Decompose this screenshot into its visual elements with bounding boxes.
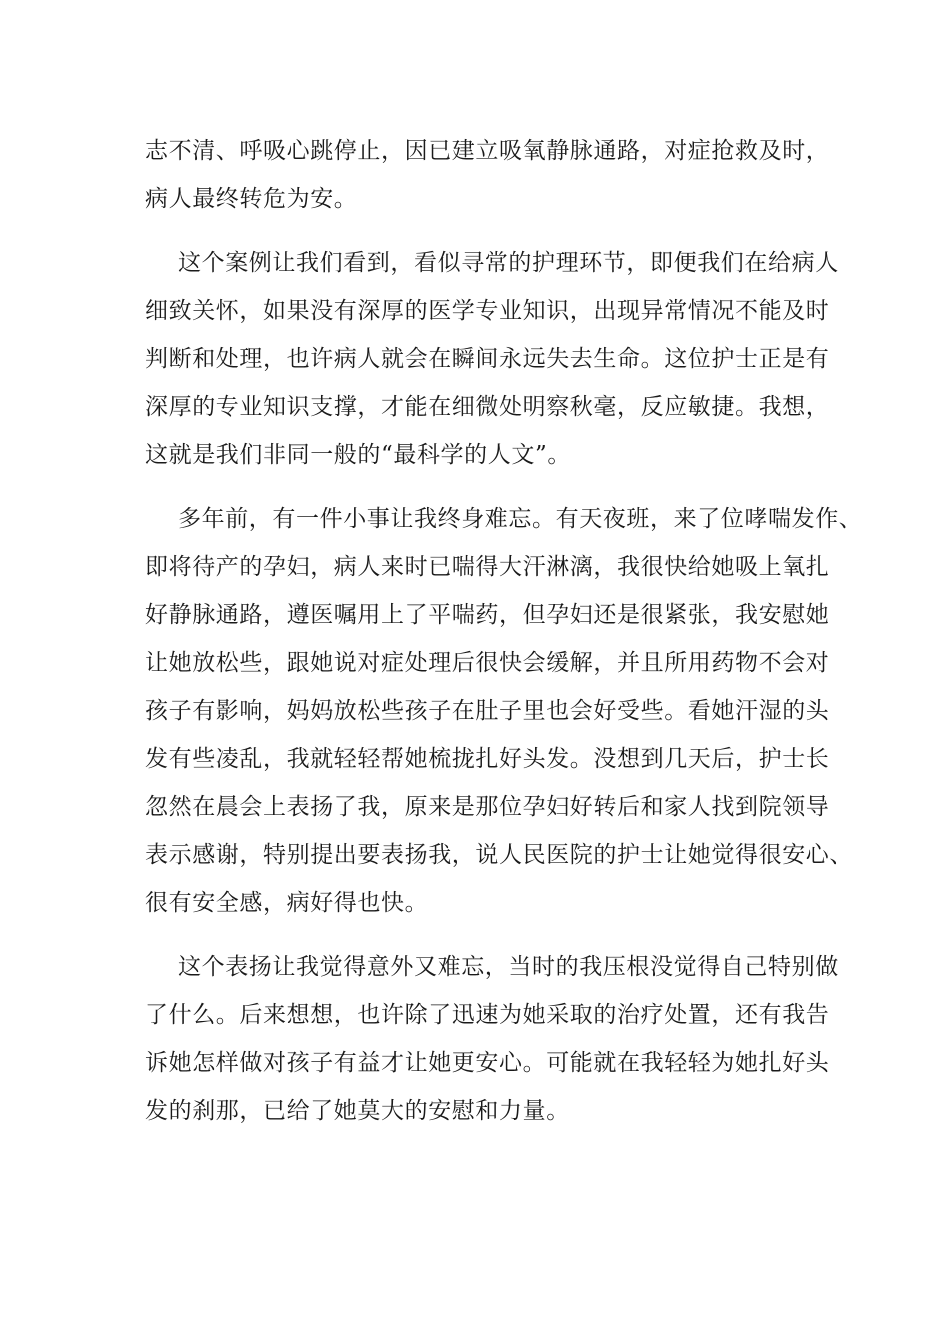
paragraph-4-line-4: 发的刹那，已给了她莫大的安慰和力量。 xyxy=(145,1098,570,1124)
paragraph-4-line-3: 诉她怎样做对孩子有益才让她更安心。可能就在我轻轻为她扎好头 xyxy=(145,1050,830,1076)
paragraph-3-line-5: 孩子有影响，妈妈放松些孩子在肚子里也会好受些。看她汗湿的头 xyxy=(145,698,830,724)
paragraph-3-line-9: 很有安全感，病好得也快。 xyxy=(145,890,429,916)
paragraph-3-line-6: 发有些凌乱，我就轻轻帮她梳拢扎好头发。没想到几天后，护士长 xyxy=(145,746,830,772)
paragraph-3-line-2: 即将待产的孕妇，病人来时已喘得大汗淋漓，我很快给她吸上氧扎 xyxy=(145,554,830,580)
paragraph-2-line-5: 这就是我们非同一般的“最科学的人文”。 xyxy=(145,442,571,468)
paragraph-3-line-3: 好静脉通路，遵医嘱用上了平喘药，但孕妇还是很紧张，我安慰她 xyxy=(145,602,830,628)
paragraph-4-line-2: 了什么。后来想想，也许除了迅速为她采取的治疗处置，还有我告 xyxy=(145,1002,830,1028)
paragraph-3-line-8: 表示感谢，特别提出要表扬我，说人民医院的护士让她觉得很安心、 xyxy=(145,842,853,868)
paragraph-1-line-1: 志不清、呼吸心跳停止，因已建立吸氧静脉通路，对症抢救及时， xyxy=(145,138,830,164)
paragraph-3-line-1: 多年前，有一件小事让我终身难忘。有天夜班，来了位哮喘发作、 xyxy=(178,506,863,532)
paragraph-3-line-4: 让她放松些，跟她说对症处理后很快会缓解，并且所用药物不会对 xyxy=(145,650,830,676)
paragraph-2-line-2: 细致关怀，如果没有深厚的医学专业知识，出现异常情况不能及时 xyxy=(145,298,830,324)
paragraph-1-line-2: 病人最终转危为安。 xyxy=(145,186,358,212)
paragraph-2-line-3: 判断和处理，也许病人就会在瞬间永远失去生命。这位护士正是有 xyxy=(145,346,830,372)
paragraph-4-line-1: 这个表扬让我觉得意外又难忘，当时的我压根没觉得自己特别做 xyxy=(178,954,839,980)
paragraph-2-line-1: 这个案例让我们看到，看似寻常的护理环节，即便我们在给病人 xyxy=(178,250,839,276)
paragraph-2-line-4: 深厚的专业知识支撑，才能在细微处明察秋毫，反应敏捷。我想， xyxy=(145,394,830,420)
paragraph-3-line-7: 忽然在晨会上表扬了我，原来是那位孕妇好转后和家人找到院领导 xyxy=(145,794,830,820)
